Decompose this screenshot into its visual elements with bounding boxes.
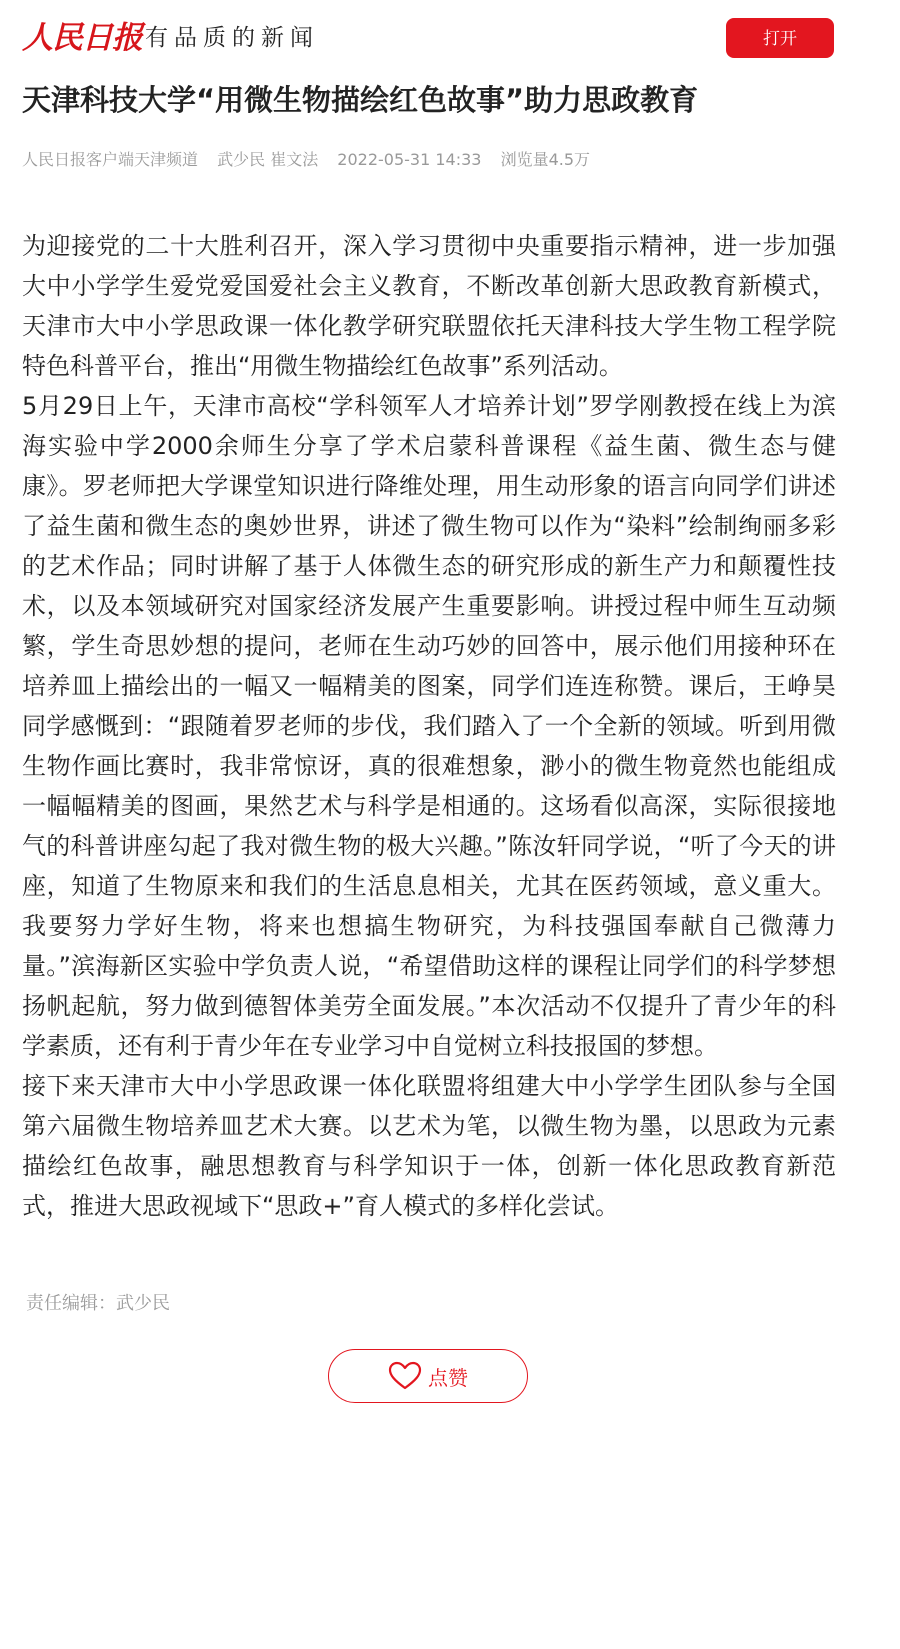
article-paragraph: 为迎接党的二十大胜利召开，深入学习贯彻中央重要指示精神，进一步加强大中小学学生爱党爱国爱社会主义教育，不断改革创新大思政教育新模式，天津市大中小学思政课一体化教学研究联盟依托天津科技大学生物工程学院特色科普平台，推出“用微生物描绘红色故事”系列活动。 xyxy=(22,232,836,380)
header-slogan: 有品质的新闻 xyxy=(145,25,319,51)
article-paragraph: 接下来天津市大中小学思政课一体化联盟将组建大中小学学生团队参与全国第六届微生物培养皿艺术大赛。以艺术为笔，以微生物为墨，以思政为元素描绘红色故事，融思想教育与科学知识于一体，创新一体化思政教育新范式，推进大思政视域下“思政+”育人模式的多样化尝试。 xyxy=(22,1072,836,1220)
article-paragraph: 5月29日上午，天津市高校“学科领军人才培养计划”罗学刚教授在线上为滨海实验中学2000余师生分享了学术启蒙科普课程《益生菌、微生态与健康》。罗老师把大学课堂知识进行降维处理，用生动形象的语言向同学们讲述了益生菌和微生态的奥妙世界，讲述了微生物可以作为“染料”绘制绚丽多彩的艺术作品；同时讲解了基于人体微生态的研究形成的新生产力和颠覆性技术，以及本领域研究对国家经济发展产生重要影响。讲授过程中师生互动频繁，学生奇思妙想的提问，老师在生动巧妙的回答中，展示他们用接种环在培养皿上描绘出的一幅又一幅精美的图案，同学们连连称赞。课后，王峥昊同学感慨到：“跟随着罗老师的步伐，我们踏入了一个全新的领域。听到用微生物作画比赛时，我非常惊讶，真的很难想象，渺小的微生物竟然也能组成一幅幅精美的图画，果然艺术与科学是相通的。这场看似高深，实际很接地气的科普讲座勾起了我对微生物的极大兴趣。”陈汝轩同学说，“听了今天的讲座，知道了生物原来和我们的生活息息相关，尤其在医药领域，意义重大。我要努力学好生物，将来也想搞生物研究，为科技强国奉献自己微薄力量。”滨海新区实验中学负责人说，“希望借助这样的课程让同学们的科学梦想扬帆起航，努力做到德智体美劳全面发展。”本次活动不仅提升了青少年的科学素质，还有利于青少年在专业学习中自觉树立科技报国的梦想。 xyxy=(22,392,836,1060)
open-app-button[interactable]: 打开 xyxy=(726,18,834,58)
article-title: 天津科技大学“用微生物描绘红色故事”助力思政教育 xyxy=(22,83,699,117)
article-views: 浏览量4.5万 xyxy=(500,150,591,169)
like-label: 点赞 xyxy=(428,1365,468,1390)
article-meta xyxy=(22,148,604,172)
heart-icon xyxy=(388,1361,422,1391)
people-daily-logo[interactable]: 人民日报 xyxy=(22,20,142,56)
article-source: 人民日报客户端天津频道 xyxy=(22,150,199,169)
article-datetime: 2022-05-31 14:33 xyxy=(337,150,482,169)
like-button[interactable] xyxy=(328,1349,528,1403)
app-header xyxy=(0,0,900,76)
responsible-editor: 责任编辑：武少民 xyxy=(26,1293,170,1314)
article-authors: 武少民 崔文法 xyxy=(217,150,319,169)
article-body xyxy=(22,226,836,1226)
